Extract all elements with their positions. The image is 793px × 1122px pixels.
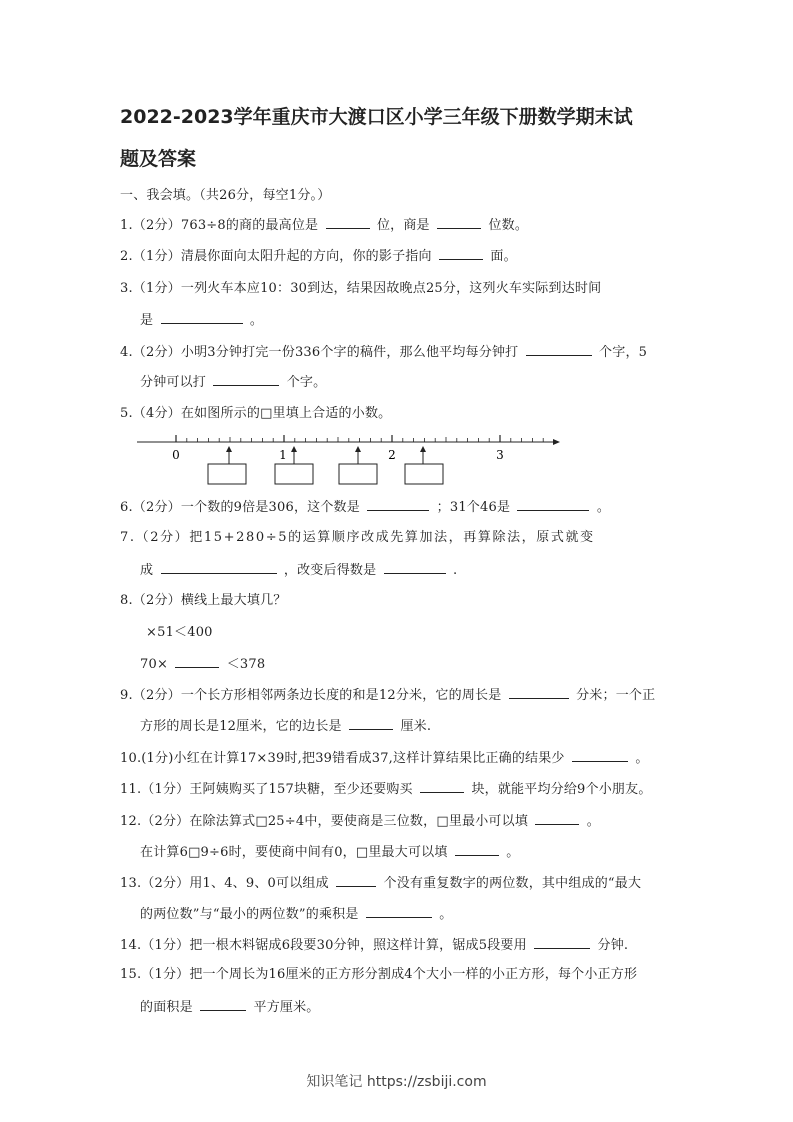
question-8-expr-2: 70× ＜378 — [140, 657, 266, 672]
question-2: 2.（1分）清晨你面向太阳升起的方向，你的影子指向 面。 — [120, 249, 517, 264]
question-10: 10.(1分)小红在计算17×39时,把39错看成37,这样计算结果比正确的结果少 。 — [120, 751, 649, 766]
answer-blank[interactable] — [326, 216, 370, 229]
question-7: 7.（2分）把15+280÷5的运算顺序改成先算加法，再算除法，原式就变 — [120, 530, 595, 545]
question-9-cont: 方形的周长是12厘米，它的边长是 厘米. — [140, 719, 432, 734]
section-heading: 一、我会填。（共26分，每空1分。） — [120, 188, 331, 203]
pointer-arrowhead — [420, 446, 426, 452]
exam-title-line2: 题及答案 — [120, 148, 197, 170]
answer-blank[interactable] — [526, 343, 592, 356]
question-1: 1.（2分）763÷8的商的最高位是 位，商是 位数。 — [120, 218, 529, 233]
tick-label-0: 0 — [172, 448, 180, 462]
answer-blank[interactable] — [175, 655, 219, 668]
tick-label-2: 2 — [388, 448, 396, 462]
answer-blank[interactable] — [213, 373, 279, 386]
answer-blank[interactable] — [437, 216, 481, 229]
answer-box[interactable] — [339, 464, 377, 484]
question-6: 6.（2分）一个数的9倍是306，这个数是 ；31个46是 。 — [120, 500, 611, 515]
pointer-arrowhead — [291, 446, 297, 452]
question-8: 8.（2分）横线上最大填几？ — [120, 593, 287, 608]
answer-box[interactable] — [275, 464, 313, 484]
answer-blank[interactable] — [200, 998, 246, 1011]
question-12-cont: 在计算6□9÷6时，要使商中间有0，□里最大可以填 。 — [140, 845, 520, 860]
question-3: 3.（1分）一列火车本应10：30到达，结果因故晚点25分，这列火车实际到达时间 — [120, 281, 602, 296]
question-11: 11.（1分）王阿姨购买了157块糖，至少还要购买 块，就能平均分给9个小朋友。 — [120, 782, 652, 797]
number-line-ticks — [176, 435, 543, 442]
question-15: 15.（1分）把一个周长为16厘米的正方形分割成4个大小一样的小正方形，每个小正方形 — [120, 967, 638, 982]
answer-blank[interactable] — [455, 843, 499, 856]
question-4-cont: 分钟可以打 个字。 — [140, 375, 327, 390]
answer-blank[interactable] — [161, 561, 277, 574]
number-line-arrowhead — [553, 439, 560, 445]
question-3-cont: 是 。 — [140, 313, 264, 328]
question-8-expr-1: ×51＜400 — [146, 625, 213, 640]
answer-blank[interactable] — [439, 247, 483, 260]
number-line-figure — [135, 430, 565, 490]
pointer-arrowhead — [355, 446, 361, 452]
tick-label-3: 3 — [496, 448, 504, 462]
answer-blank[interactable] — [161, 311, 243, 324]
question-14: 14.（1分）把一根木料锯成6段要30分钟，照这样计算，锯成5段要用 分钟. — [120, 938, 629, 953]
question-13-cont: 的两位数”与“最小的两位数”的乘积是 。 — [140, 907, 453, 922]
exam-title-line1: 2022-2023学年重庆市大渡口区小学三年级下册数学期末试 — [120, 106, 633, 128]
tick-label-1: 1 — [279, 448, 287, 462]
answer-blank[interactable] — [534, 936, 590, 949]
answer-blank[interactable] — [572, 749, 628, 762]
answer-blank[interactable] — [336, 874, 376, 887]
question-9: 9.（2分）一个长方形相邻两条边长度的和是12分米，它的周长是 分米；一个正 — [120, 688, 656, 703]
question-12: 12.（2分）在除法算式□25÷4中，要使商是三位数，□里最小可以填 。 — [120, 814, 600, 829]
question-13: 13.（2分）用1、4、9、0可以组成 个没有重复数字的两位数，其中组成的“最大 — [120, 876, 642, 891]
question-7-cont: 成 ，改变后得数是 . — [140, 563, 458, 578]
question-15-cont: 的面积是 平方厘米。 — [140, 1000, 320, 1015]
answer-blank[interactable] — [420, 780, 464, 793]
question-5: 5.（4分）在如图所示的□里填上合适的小数。 — [120, 406, 392, 421]
answer-blank[interactable] — [367, 498, 429, 511]
question-4: 4.（2分）小明3分钟打完一份336个字的稿件，那么他平均每分钟打 个字，5 — [120, 345, 648, 360]
answer-blank[interactable] — [349, 717, 393, 730]
answer-blank[interactable] — [517, 498, 589, 511]
pointer-arrowhead — [226, 446, 232, 452]
answer-blank[interactable] — [535, 812, 579, 825]
answer-box[interactable] — [208, 464, 246, 484]
answer-blank[interactable] — [509, 686, 569, 699]
footer-watermark: 知识笔记 https://zsbiji.com — [306, 1074, 487, 1090]
answer-blank[interactable] — [384, 561, 446, 574]
answer-box[interactable] — [405, 464, 443, 484]
answer-blank[interactable] — [366, 905, 432, 918]
